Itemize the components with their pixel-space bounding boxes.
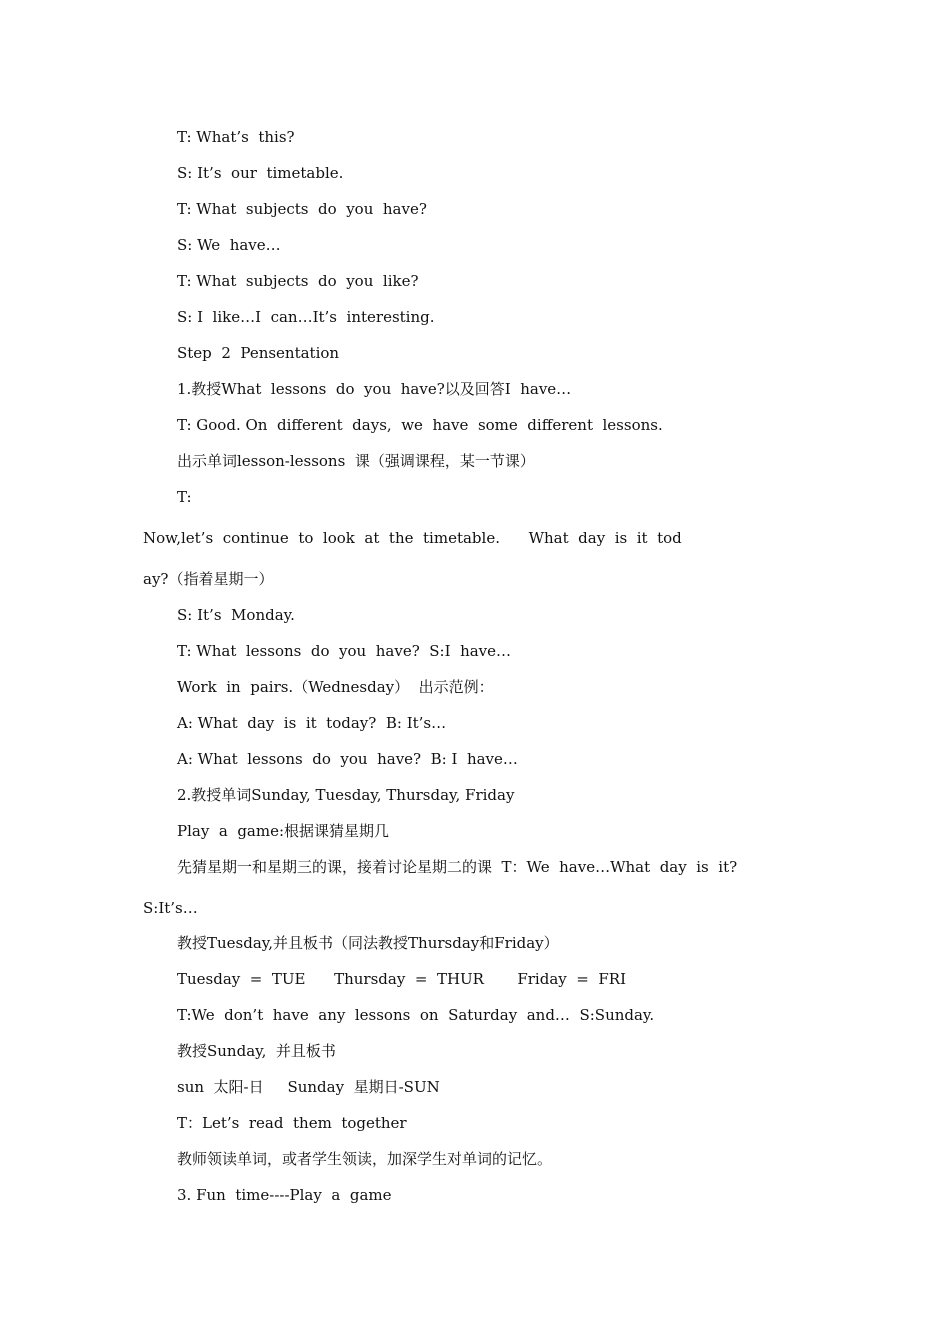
text-line: S: It’s Monday. (177, 606, 295, 624)
text-line: A: What lessons do you have? B: I have… (177, 750, 518, 768)
text-line: sun 太阳-日 Sunday 星期日-SUN (177, 1078, 440, 1096)
text-line: T: What’s this? (177, 128, 295, 146)
text-line: 先猜星期一和星期三的课，接着讨论星期二的课 T：We have…What day is it? (177, 858, 738, 876)
text-line: T:We don’t have any lessons on Saturday and… S:Sunday. (177, 1006, 655, 1024)
text-line: T: Good. On different days, we have some different lessons. (177, 416, 663, 434)
text-line: T: (177, 488, 192, 506)
text-line: S: I like…I can…It’s interesting. (177, 308, 435, 326)
text-line: ay?（指着星期一） (143, 570, 274, 588)
text-line: S: It’s our timetable. (177, 164, 344, 182)
text-line: T: What subjects do you like? (177, 272, 419, 290)
text-line: S: We have… (177, 236, 281, 254)
text-line: 教师领读单词，或者学生领读，加深学生对单词的记忆。 (177, 1150, 553, 1168)
text-line: 2.教授单词Sunday, Tuesday, Thursday, Friday (177, 786, 515, 804)
text-line: A: What day is it today? B: It’s… (177, 714, 447, 732)
text-line: T：Let’s read them together (177, 1114, 407, 1132)
text-line: 出示单词lesson-lessons 课（强调课程，某一节课） (177, 452, 535, 470)
text-line: T: What lessons do you have? S:I have… (177, 642, 512, 660)
step-heading: 3. Fun time----Play a game (177, 1186, 392, 1204)
text-line: 1.教授What lessons do you have?以及回答I have… (177, 380, 572, 398)
text-line: Now,let’s continue to look at the timetable. What day is it tod (143, 529, 682, 547)
text-line: S:It’s… (143, 899, 198, 917)
text-line: Work in pairs.（Wednesday） 出示范例： (177, 678, 494, 696)
text-line: Tuesday = TUE Thursday = THUR Friday = FRI (177, 970, 627, 988)
text-line: 教授Sunday, 并且板书 (177, 1042, 336, 1060)
text-line: 教授Tuesday,并且板书（同法教授Thursday和Friday） (177, 934, 559, 952)
text-line: Play a game:根据课猜星期几 (177, 822, 390, 840)
text-line: T: What subjects do you have? (177, 200, 427, 218)
step-heading: Step 2 Pensentation (177, 344, 340, 362)
